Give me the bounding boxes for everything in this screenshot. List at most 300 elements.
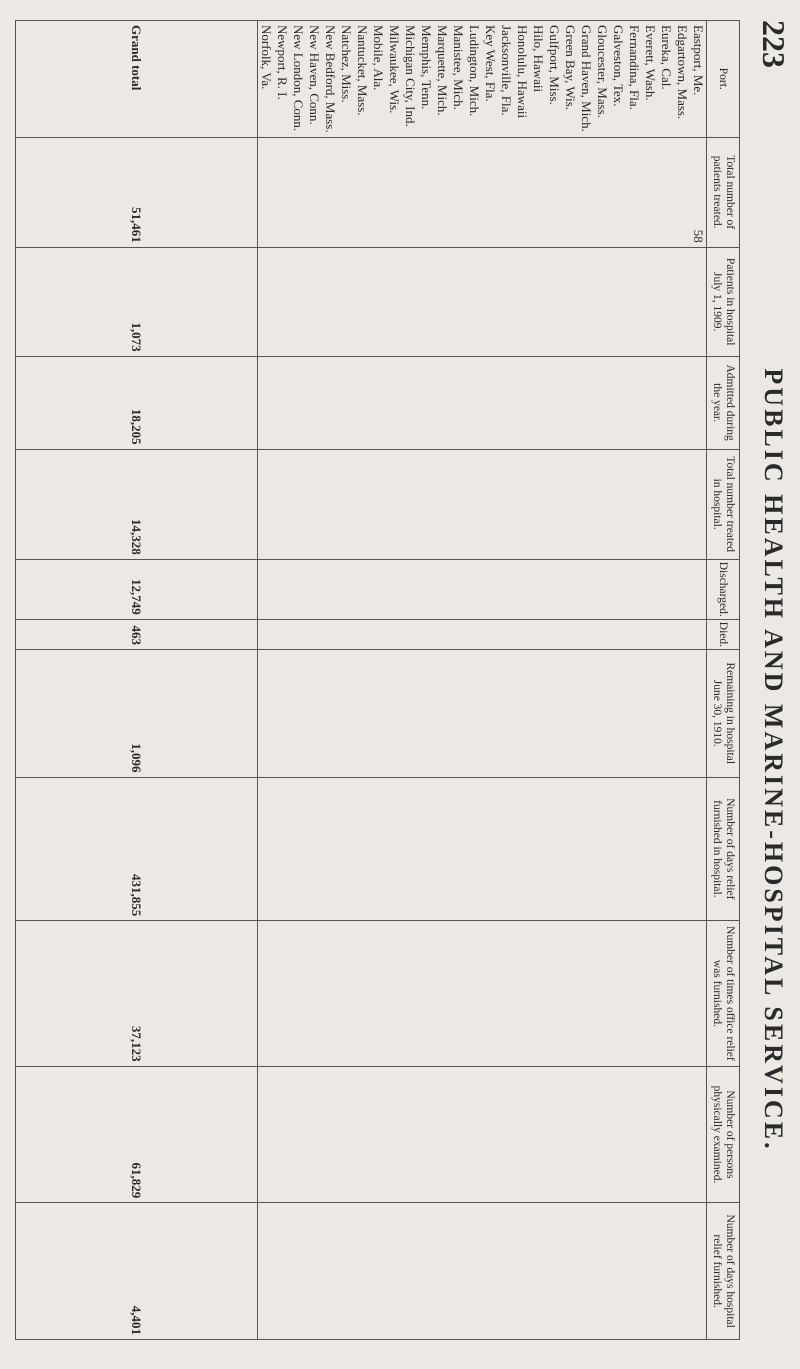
value-cell — [626, 356, 642, 449]
value-cell — [370, 1203, 386, 1340]
value-cell — [514, 137, 530, 247]
table-header-row — [706, 21, 739, 1340]
value-cell — [418, 449, 434, 559]
value-cell — [450, 1066, 466, 1203]
column-header: Died. — [706, 619, 739, 649]
value-cell — [450, 1203, 466, 1340]
value-cell — [514, 1066, 530, 1203]
value-cell — [562, 1066, 578, 1203]
value-cell — [402, 559, 418, 619]
table-row — [498, 21, 514, 1340]
value-cell — [514, 449, 530, 559]
value-cell — [418, 1066, 434, 1203]
value-cell — [450, 777, 466, 921]
value-cell — [674, 619, 690, 649]
value-cell — [402, 1203, 418, 1340]
port-cell: Everett, Wash. — [642, 21, 658, 138]
value-cell — [610, 137, 626, 247]
table-row — [546, 21, 562, 1340]
value-cell — [370, 650, 386, 778]
table-row — [434, 21, 450, 1340]
value-cell — [418, 650, 434, 778]
value-cell — [690, 559, 707, 619]
value-cell — [434, 137, 450, 247]
value-cell — [674, 356, 690, 449]
value-cell — [482, 650, 498, 778]
value-cell — [594, 650, 610, 778]
table-row — [386, 21, 402, 1340]
value-cell — [370, 137, 386, 247]
value-cell — [274, 921, 290, 1066]
value-cell — [594, 449, 610, 559]
value-cell — [418, 921, 434, 1066]
value-cell — [546, 650, 562, 778]
value-cell — [642, 559, 658, 619]
value-cell — [546, 921, 562, 1066]
value-cell — [434, 1203, 450, 1340]
table-row — [610, 21, 626, 1340]
value-cell — [322, 650, 338, 778]
value-cell — [370, 619, 386, 649]
value-cell — [434, 650, 450, 778]
value-cell — [338, 356, 354, 449]
value-cell — [370, 247, 386, 356]
value-cell — [562, 356, 578, 449]
port-cell: Grand total — [16, 21, 258, 138]
value-cell — [546, 247, 562, 356]
value-cell — [610, 650, 626, 778]
value-cell — [354, 137, 370, 247]
value-cell — [514, 619, 530, 649]
value-cell — [338, 777, 354, 921]
running-title: PUBLIC HEALTH AND MARINE-HOSPITAL SERVICE. — [759, 368, 788, 1152]
value-cell — [322, 1203, 338, 1340]
value-cell — [466, 1066, 482, 1203]
value-cell — [402, 356, 418, 449]
value-cell — [610, 921, 626, 1066]
value-cell — [418, 356, 434, 449]
value-cell — [274, 777, 290, 921]
value-cell — [674, 1203, 690, 1340]
value-cell — [434, 559, 450, 619]
value-cell — [482, 777, 498, 921]
value-cell — [482, 921, 498, 1066]
value-cell — [257, 921, 274, 1066]
port-cell: Gloucester, Mass. — [594, 21, 610, 138]
value-cell — [594, 619, 610, 649]
value-cell: 51,461 — [16, 137, 258, 247]
value-cell — [306, 777, 322, 921]
value-cell — [466, 921, 482, 1066]
value-cell — [386, 559, 402, 619]
port-cell: Fernandina, Fla. — [626, 21, 642, 138]
value-cell — [578, 619, 594, 649]
value-cell — [386, 247, 402, 356]
value-cell — [690, 1203, 707, 1340]
value-cell — [370, 921, 386, 1066]
value-cell — [498, 777, 514, 921]
value-cell — [370, 1066, 386, 1203]
value-cell — [257, 356, 274, 449]
value-cell — [466, 137, 482, 247]
value-cell — [642, 619, 658, 649]
value-cell — [674, 559, 690, 619]
value-cell — [498, 921, 514, 1066]
value-cell — [562, 559, 578, 619]
value-cell — [402, 650, 418, 778]
value-cell — [594, 247, 610, 356]
port-cell: Milwaukee, Wis. — [386, 21, 402, 138]
port-cell: New Bedford, Mass. — [322, 21, 338, 138]
value-cell — [370, 559, 386, 619]
value-cell — [578, 356, 594, 449]
value-cell — [546, 1066, 562, 1203]
value-cell — [626, 559, 642, 619]
port-cell: Green Bay, Wis. — [562, 21, 578, 138]
column-header: Total number treated in hospital. — [706, 449, 739, 559]
value-cell — [642, 1066, 658, 1203]
value-cell — [354, 1203, 370, 1340]
value-cell: 18,205 — [16, 356, 258, 449]
value-cell — [354, 921, 370, 1066]
value-cell — [594, 356, 610, 449]
value-cell: 1,096 — [16, 650, 258, 778]
value-cell — [658, 1203, 674, 1340]
value-cell — [514, 247, 530, 356]
value-cell — [610, 247, 626, 356]
value-cell — [322, 1066, 338, 1203]
value-cell — [642, 449, 658, 559]
value-cell — [434, 1066, 450, 1203]
value-cell — [402, 921, 418, 1066]
value-cell — [530, 559, 546, 619]
value-cell — [290, 137, 306, 247]
value-cell — [322, 137, 338, 247]
value-cell — [354, 356, 370, 449]
value-cell — [466, 449, 482, 559]
value-cell — [514, 356, 530, 449]
table-row — [514, 21, 530, 1340]
table-row — [626, 21, 642, 1340]
value-cell — [498, 559, 514, 619]
table-row — [402, 21, 418, 1340]
value-cell — [450, 650, 466, 778]
value-cell — [514, 777, 530, 921]
value-cell — [578, 137, 594, 247]
value-cell — [418, 559, 434, 619]
value-cell — [658, 1066, 674, 1203]
value-cell — [610, 1066, 626, 1203]
value-cell — [306, 1066, 322, 1203]
port-cell: Edgartown, Mass. — [674, 21, 690, 138]
port-cell: New London, Conn. — [290, 21, 306, 138]
value-cell — [642, 921, 658, 1066]
table-row — [674, 21, 690, 1340]
value-cell — [626, 449, 642, 559]
value-cell — [674, 777, 690, 921]
value-cell — [274, 1066, 290, 1203]
value-cell — [562, 619, 578, 649]
table-row — [578, 21, 594, 1340]
value-cell — [610, 1203, 626, 1340]
value-cell — [450, 619, 466, 649]
value-cell — [386, 356, 402, 449]
value-cell — [578, 559, 594, 619]
value-cell — [434, 921, 450, 1066]
value-cell — [338, 650, 354, 778]
value-cell — [514, 650, 530, 778]
value-cell — [578, 449, 594, 559]
value-cell — [690, 449, 707, 559]
value-cell — [386, 1203, 402, 1340]
value-cell — [626, 619, 642, 649]
value-cell — [450, 247, 466, 356]
value-cell — [578, 1203, 594, 1340]
value-cell — [322, 449, 338, 559]
value-cell — [690, 1066, 707, 1203]
port-cell: Nantucket, Mass. — [354, 21, 370, 138]
value-cell — [594, 1203, 610, 1340]
value-cell — [322, 777, 338, 921]
column-header: Number of times office relief was furnished. — [706, 921, 739, 1066]
value-cell — [546, 619, 562, 649]
value-cell — [546, 137, 562, 247]
value-cell — [290, 921, 306, 1066]
table-row — [306, 21, 322, 1340]
value-cell — [658, 449, 674, 559]
value-cell — [482, 1066, 498, 1203]
value-cell — [257, 1203, 274, 1340]
table-row — [450, 21, 466, 1340]
value-cell — [562, 921, 578, 1066]
port-cell: Ludington, Mich. — [466, 21, 482, 138]
table-row — [338, 21, 354, 1340]
port-cell: Grand Haven, Mich. — [578, 21, 594, 138]
value-cell — [434, 247, 450, 356]
value-cell — [610, 777, 626, 921]
value-cell — [434, 356, 450, 449]
value-cell — [642, 650, 658, 778]
value-cell — [290, 650, 306, 778]
value-cell — [274, 247, 290, 356]
value-cell — [290, 619, 306, 649]
value-cell — [578, 650, 594, 778]
value-cell — [658, 777, 674, 921]
value-cell — [594, 137, 610, 247]
value-cell — [594, 1066, 610, 1203]
value-cell — [498, 356, 514, 449]
value-cell — [482, 1203, 498, 1340]
value-cell — [498, 449, 514, 559]
value-cell — [434, 619, 450, 649]
value-cell — [594, 777, 610, 921]
value-cell — [482, 559, 498, 619]
value-cell — [690, 921, 707, 1066]
value-cell — [530, 921, 546, 1066]
value-cell — [546, 449, 562, 559]
port-cell: Norfolk, Va. — [257, 21, 274, 138]
value-cell — [322, 619, 338, 649]
value-cell — [578, 777, 594, 921]
value-cell — [322, 247, 338, 356]
value-cell — [418, 777, 434, 921]
value-cell — [610, 449, 626, 559]
value-cell — [322, 921, 338, 1066]
value-cell — [674, 137, 690, 247]
value-cell — [257, 247, 274, 356]
value-cell — [514, 559, 530, 619]
value-cell — [338, 921, 354, 1066]
value-cell — [562, 247, 578, 356]
value-cell — [530, 1066, 546, 1203]
value-cell — [674, 449, 690, 559]
value-cell: 463 — [16, 619, 258, 649]
value-cell — [370, 449, 386, 559]
value-cell — [386, 777, 402, 921]
value-cell — [530, 449, 546, 559]
table-row — [354, 21, 370, 1340]
running-header — [752, 20, 792, 1350]
value-cell — [482, 356, 498, 449]
value-cell — [690, 650, 707, 778]
value-cell: 37,123 — [16, 921, 258, 1066]
value-cell — [578, 921, 594, 1066]
table-row — [290, 21, 306, 1340]
port-cell: Honolulu, Hawaii — [514, 21, 530, 138]
value-cell — [402, 619, 418, 649]
value-cell — [290, 356, 306, 449]
value-cell — [562, 449, 578, 559]
value-cell — [610, 559, 626, 619]
table-row — [274, 21, 290, 1340]
value-cell — [450, 921, 466, 1066]
value-cell — [386, 1066, 402, 1203]
value-cell — [690, 356, 707, 449]
value-cell — [290, 1066, 306, 1203]
value-cell — [306, 559, 322, 619]
value-cell — [338, 1203, 354, 1340]
value-cell — [354, 247, 370, 356]
value-cell — [658, 650, 674, 778]
value-cell — [482, 619, 498, 649]
page-number: 223 — [756, 20, 792, 68]
column-header: Number of days hospital relief furnished. — [706, 1203, 739, 1340]
value-cell — [482, 449, 498, 559]
value-cell — [626, 650, 642, 778]
port-cell: Marquette, Mich. — [434, 21, 450, 138]
column-header: Patients in hospital July 1, 1909. — [706, 247, 739, 356]
table-row — [530, 21, 546, 1340]
value-cell — [466, 777, 482, 921]
value-cell — [306, 137, 322, 247]
table-row — [658, 21, 674, 1340]
value-cell — [578, 1066, 594, 1203]
port-cell: Michigan City, Ind. — [402, 21, 418, 138]
value-cell — [626, 1203, 642, 1340]
value-cell — [322, 559, 338, 619]
value-cell — [338, 559, 354, 619]
value-cell — [274, 619, 290, 649]
table-row — [370, 21, 386, 1340]
column-header: Total number of patients treated. — [706, 137, 739, 247]
value-cell — [450, 559, 466, 619]
value-cell — [290, 1203, 306, 1340]
value-cell — [546, 1203, 562, 1340]
value-cell — [306, 650, 322, 778]
value-cell — [274, 650, 290, 778]
value-cell — [402, 449, 418, 559]
value-cell — [418, 137, 434, 247]
value-cell — [418, 619, 434, 649]
value-cell — [274, 137, 290, 247]
value-cell — [402, 247, 418, 356]
value-cell — [274, 1203, 290, 1340]
value-cell — [594, 921, 610, 1066]
column-header: Remaining in hospital June 30, 1910. — [706, 650, 739, 778]
value-cell — [274, 449, 290, 559]
value-cell — [498, 619, 514, 649]
value-cell — [354, 619, 370, 649]
value-cell — [674, 921, 690, 1066]
value-cell — [674, 650, 690, 778]
value-cell — [642, 137, 658, 247]
value-cell — [354, 650, 370, 778]
column-header: Admitted during the year. — [706, 356, 739, 449]
value-cell — [322, 356, 338, 449]
value-cell — [578, 247, 594, 356]
value-cell — [386, 921, 402, 1066]
value-cell — [386, 650, 402, 778]
value-cell — [402, 137, 418, 247]
table-row — [322, 21, 338, 1340]
value-cell — [306, 356, 322, 449]
port-cell: Jacksonville, Fla. — [498, 21, 514, 138]
value-cell — [626, 1066, 642, 1203]
value-cell — [257, 619, 274, 649]
value-cell — [402, 777, 418, 921]
value-cell — [690, 619, 707, 649]
value-cell — [642, 777, 658, 921]
value-cell — [370, 777, 386, 921]
value-cell — [530, 1203, 546, 1340]
value-cell — [386, 449, 402, 559]
value-cell — [674, 247, 690, 356]
value-cell — [658, 921, 674, 1066]
value-cell — [418, 1203, 434, 1340]
port-cell: Key West, Fla. — [482, 21, 498, 138]
value-cell — [530, 247, 546, 356]
value-cell — [450, 137, 466, 247]
port-cell: Gulfport, Miss. — [546, 21, 562, 138]
table-row — [562, 21, 578, 1340]
table-row — [594, 21, 610, 1340]
value-cell — [257, 137, 274, 247]
value-cell — [498, 137, 514, 247]
value-cell — [450, 356, 466, 449]
value-cell — [257, 777, 274, 921]
value-cell — [450, 449, 466, 559]
value-cell — [306, 619, 322, 649]
value-cell — [498, 650, 514, 778]
port-cell: Mobile, Ala. — [370, 21, 386, 138]
value-cell: 431,855 — [16, 777, 258, 921]
value-cell — [626, 247, 642, 356]
column-header: Port. — [706, 21, 739, 138]
value-cell — [562, 1203, 578, 1340]
value-cell — [306, 1203, 322, 1340]
table-row — [466, 21, 482, 1340]
value-cell — [290, 247, 306, 356]
